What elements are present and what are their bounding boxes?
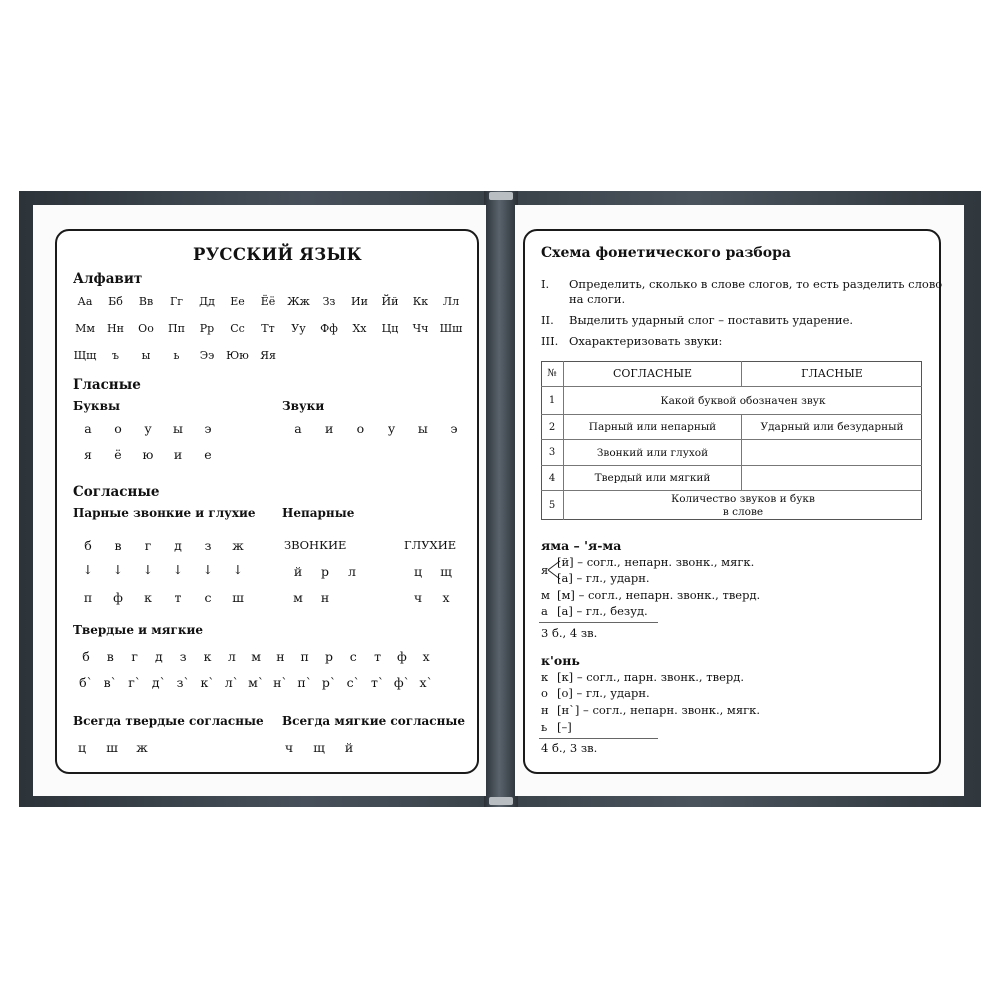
vowel-letter: е bbox=[204, 447, 212, 462]
table-header-vowels: ГЛАСНЫЕ bbox=[801, 366, 863, 380]
arrow-down-icon: ↓ bbox=[172, 562, 184, 577]
unpaired-voiced-letter: й bbox=[293, 564, 303, 579]
vowel-letter: ю bbox=[142, 447, 154, 462]
hard-consonant: з bbox=[179, 649, 187, 664]
alphabet-letter: ь bbox=[173, 349, 180, 362]
unpaired-voiced-letter: р bbox=[320, 564, 329, 579]
step-3-text: Охарактеризовать звуки: bbox=[569, 334, 723, 348]
hard-soft-label: Твердые и мягкие bbox=[73, 623, 204, 637]
alphabet-letter: Дд bbox=[199, 295, 215, 308]
always-hard-consonant: ж bbox=[136, 740, 148, 755]
vowel-letter: ы bbox=[173, 421, 183, 436]
vowels-heading: Гласные bbox=[73, 377, 141, 393]
alphabet-letter: Сс bbox=[230, 322, 245, 335]
table-row-2-vowels: Ударный или безударный bbox=[760, 421, 904, 433]
example-1-line-4: [а] – гл., безуд. bbox=[557, 604, 648, 618]
example-2-total: 4 б., 3 зв. bbox=[541, 741, 598, 755]
hard-consonant: с bbox=[349, 649, 357, 664]
soft-consonant: м` bbox=[248, 675, 265, 690]
table-rule bbox=[541, 490, 922, 491]
step-3-number: III. bbox=[541, 334, 559, 348]
paired-voiced-letter: з bbox=[204, 538, 212, 553]
consonants-heading: Согласные bbox=[73, 484, 160, 500]
example-1-letter: а bbox=[541, 604, 548, 618]
unpaired-voiced-letter: н bbox=[320, 590, 330, 605]
paired-voiced-letter: б bbox=[84, 538, 92, 553]
paired-voiceless-letter: ф bbox=[113, 590, 123, 605]
vowel-letter: о bbox=[114, 421, 122, 436]
page-title: РУССКИЙ ЯЗЫК bbox=[193, 245, 362, 264]
alphabet-letter: Уу bbox=[291, 322, 306, 335]
spine-ring-top bbox=[489, 192, 513, 200]
example-2-heading: к'онь bbox=[541, 653, 580, 668]
unpaired-voiceless-letter: х bbox=[442, 590, 450, 605]
soft-consonant: д` bbox=[151, 675, 166, 690]
vowel-sound: а bbox=[294, 421, 302, 436]
example-2-letter: н bbox=[541, 703, 549, 717]
soft-consonant: т` bbox=[371, 675, 385, 690]
paired-voiced-letter: д bbox=[174, 538, 182, 553]
vowel-sounds-label: Звуки bbox=[282, 399, 325, 413]
vowel-letter: у bbox=[144, 421, 152, 436]
table-row-3-number: 3 bbox=[548, 447, 556, 458]
example-2-line-1: [к] – согл., парн. звонк., тверд. bbox=[557, 670, 744, 684]
vowel-sound: ы bbox=[417, 421, 428, 436]
hard-consonant: л bbox=[227, 649, 236, 664]
table-header-number: № bbox=[547, 368, 557, 379]
alphabet-letter: Пп bbox=[168, 322, 185, 335]
always-hard-consonant: ц bbox=[77, 740, 87, 755]
alphabet-letter: Ее bbox=[230, 295, 245, 308]
alphabet-letter: Йй bbox=[381, 295, 399, 308]
paired-voiced-letter: в bbox=[114, 538, 122, 553]
vowel-letter: я bbox=[84, 447, 92, 462]
soft-consonant: с` bbox=[346, 675, 360, 690]
table-row-4-number: 4 bbox=[548, 472, 556, 484]
alphabet-letter: Зз bbox=[322, 295, 336, 308]
soft-consonant: л` bbox=[224, 675, 239, 690]
table-header-consonants: СОГЛАСНЫЕ bbox=[612, 366, 693, 380]
example-2-line-2: [о] – гл., ударн. bbox=[557, 686, 650, 700]
step-2-text: Выделить ударный слог – поставить ударение. bbox=[569, 313, 854, 327]
example-2-letter: к bbox=[541, 670, 549, 684]
alphabet-letter: Ии bbox=[351, 295, 368, 308]
soft-consonant: ф` bbox=[393, 675, 410, 690]
example-2-underline bbox=[539, 738, 658, 739]
hard-consonant: п bbox=[300, 649, 309, 664]
voiceless-label: ГЛУХИЕ bbox=[404, 538, 457, 552]
example-1-heading: яма – 'я-ма bbox=[541, 538, 622, 553]
always-soft-consonant: щ bbox=[313, 740, 325, 755]
step-1-text-cont: на слоги. bbox=[569, 292, 626, 306]
hard-consonant: в bbox=[106, 649, 114, 664]
arrow-down-icon: ↓ bbox=[232, 562, 244, 577]
unpaired-consonants-label: Непарные bbox=[282, 506, 355, 520]
example-1-letter: я bbox=[541, 563, 549, 577]
example-2-line-4: [–] bbox=[557, 720, 572, 734]
example-1-letter: м bbox=[541, 588, 550, 602]
alphabet-letter: Ээ bbox=[199, 349, 215, 362]
step-2-number: II. bbox=[541, 313, 554, 327]
alphabet-letter: Гг bbox=[169, 295, 184, 308]
always-hard-consonant: ш bbox=[106, 740, 118, 755]
hard-consonant: к bbox=[203, 649, 212, 664]
example-1-underline bbox=[539, 622, 658, 623]
always-hard-label: Всегда твердые согласные bbox=[73, 714, 264, 728]
paired-voiceless-letter: п bbox=[83, 590, 93, 605]
alphabet-letter: Бб bbox=[108, 295, 123, 308]
example-1-line-2: [а] – гл., ударн. bbox=[557, 571, 650, 585]
vowel-sound: и bbox=[325, 421, 334, 436]
hard-consonant: м bbox=[251, 649, 261, 664]
arrow-down-icon: ↓ bbox=[112, 562, 124, 577]
always-soft-consonant: й bbox=[344, 740, 354, 755]
alphabet-letter: Нн bbox=[107, 322, 124, 335]
hard-consonant: д bbox=[155, 649, 163, 664]
alphabet-letter: ъ bbox=[112, 349, 119, 362]
soft-consonant: г` bbox=[128, 675, 141, 690]
unpaired-voiceless-letter: ц bbox=[413, 564, 423, 579]
alphabet-letter: Чч bbox=[412, 322, 429, 335]
vowel-letter: э bbox=[204, 421, 212, 436]
table-row-5-number: 5 bbox=[548, 500, 556, 511]
vowel-letter: и bbox=[173, 447, 183, 462]
soft-consonant: в` bbox=[103, 675, 117, 690]
table-row-5-text-cont: в слове bbox=[722, 506, 764, 518]
vowel-letter: ё bbox=[114, 447, 122, 462]
table-row-4-consonants: Твердый или мягкий bbox=[594, 472, 711, 484]
table-row-1-text: Какой буквой обозначен звук bbox=[660, 394, 826, 407]
left-reference-frame bbox=[55, 229, 479, 774]
soft-consonant: к` bbox=[200, 675, 215, 690]
paired-voiceless-letter: к bbox=[144, 590, 152, 605]
table-row-5-text: Количество звуков и букв bbox=[671, 493, 815, 505]
always-soft-consonant: ч bbox=[284, 740, 294, 755]
example-2-letter: ь bbox=[541, 720, 548, 734]
hard-consonant: н bbox=[276, 649, 285, 664]
alphabet-letter: Юю bbox=[226, 349, 249, 362]
paired-voiceless-letter: т bbox=[174, 590, 182, 605]
alphabet-letter: Щщ bbox=[73, 349, 97, 362]
hard-consonant: г bbox=[131, 649, 138, 664]
alphabet-letter: Рр bbox=[199, 322, 215, 335]
alphabet-letter: Лл bbox=[442, 295, 460, 308]
unpaired-voiceless-letter: ч bbox=[413, 590, 423, 605]
unpaired-voiceless-letter: щ bbox=[440, 564, 452, 579]
arrow-down-icon: ↓ bbox=[142, 562, 154, 577]
phonetic-scheme-title: Схема фонетического разбора bbox=[541, 245, 791, 261]
hard-consonant: р bbox=[324, 649, 333, 664]
alphabet-heading: Алфавит bbox=[73, 271, 143, 287]
unpaired-voiced-letter: л bbox=[348, 564, 356, 579]
alphabet-letter: Ёё bbox=[260, 295, 276, 308]
example-1-line-3: [м] – согл., непарн. звонк., тверд. bbox=[557, 588, 761, 602]
example-1-line-1: [й] – согл., непарн. звонк., мягк. bbox=[557, 555, 755, 569]
hard-consonant: ф bbox=[396, 649, 407, 664]
step-1-text: Определить, сколько в слове слогов, то есть разделить слово bbox=[569, 277, 943, 291]
paired-voiced-letter: ж bbox=[232, 538, 244, 553]
soft-consonant: б` bbox=[79, 675, 93, 690]
alphabet-letter: Тт bbox=[261, 322, 275, 335]
hard-consonant: б bbox=[82, 649, 90, 664]
example-2-line-3: [н`] – согл., непарн. звонк., мягк. bbox=[557, 703, 760, 717]
example-1-total: 3 б., 4 зв. bbox=[541, 626, 598, 640]
example-2-letter: о bbox=[541, 686, 548, 700]
arrow-down-icon: ↓ bbox=[202, 562, 214, 577]
spine-ring-bottom bbox=[489, 797, 513, 805]
soft-consonant: н` bbox=[273, 675, 288, 690]
vowel-sound: э bbox=[450, 421, 458, 436]
soft-consonant: х` bbox=[419, 675, 433, 690]
alphabet-letter: Мм bbox=[75, 322, 95, 335]
alphabet-letter: Аа bbox=[77, 295, 93, 308]
voiced-label: ЗВОНКИЕ bbox=[284, 538, 347, 552]
alphabet-letter: ы bbox=[141, 349, 151, 362]
alphabet-letter: Кк bbox=[412, 295, 429, 308]
alphabet-letter: Хх bbox=[352, 322, 367, 335]
paired-consonants-label: Парные звонкие и глухие bbox=[73, 506, 256, 520]
arrow-down-icon: ↓ bbox=[82, 562, 94, 577]
book-spine bbox=[484, 191, 518, 807]
paired-voiceless-letter: с bbox=[204, 590, 212, 605]
unpaired-voiced-letter: м bbox=[293, 590, 303, 605]
paired-voiced-letter: г bbox=[144, 538, 152, 553]
alphabet-letter: Фф bbox=[320, 322, 338, 335]
vowel-letter: а bbox=[84, 421, 92, 436]
vowel-sound: о bbox=[356, 421, 365, 436]
soft-consonant: р` bbox=[321, 675, 337, 690]
table-row-3-consonants: Звонкий или глухой bbox=[596, 446, 709, 459]
hard-consonant: т bbox=[374, 649, 382, 664]
alphabet-letter: Оо bbox=[138, 322, 154, 335]
paired-voiceless-letter: ш bbox=[232, 590, 244, 605]
vowel-sound: у bbox=[387, 421, 396, 436]
always-soft-label: Всегда мягкие согласные bbox=[282, 714, 466, 728]
alphabet-letter: Цц bbox=[381, 322, 399, 335]
hard-consonant: х bbox=[422, 649, 430, 664]
soft-consonant: п` bbox=[297, 675, 312, 690]
table-row-1-number: 1 bbox=[548, 395, 556, 406]
soft-consonant: з` bbox=[176, 675, 190, 690]
alphabet-letter: Яя bbox=[260, 349, 276, 362]
step-1-number: I. bbox=[541, 277, 550, 291]
alphabet-letter: Вв bbox=[138, 295, 154, 308]
table-row-2-consonants: Парный или непарный bbox=[588, 421, 717, 433]
alphabet-letter: Жж bbox=[287, 295, 310, 308]
table-row-2-number: 2 bbox=[548, 421, 556, 433]
vowel-letters-label: Буквы bbox=[73, 399, 120, 413]
alphabet-letter: Шш bbox=[439, 322, 463, 335]
